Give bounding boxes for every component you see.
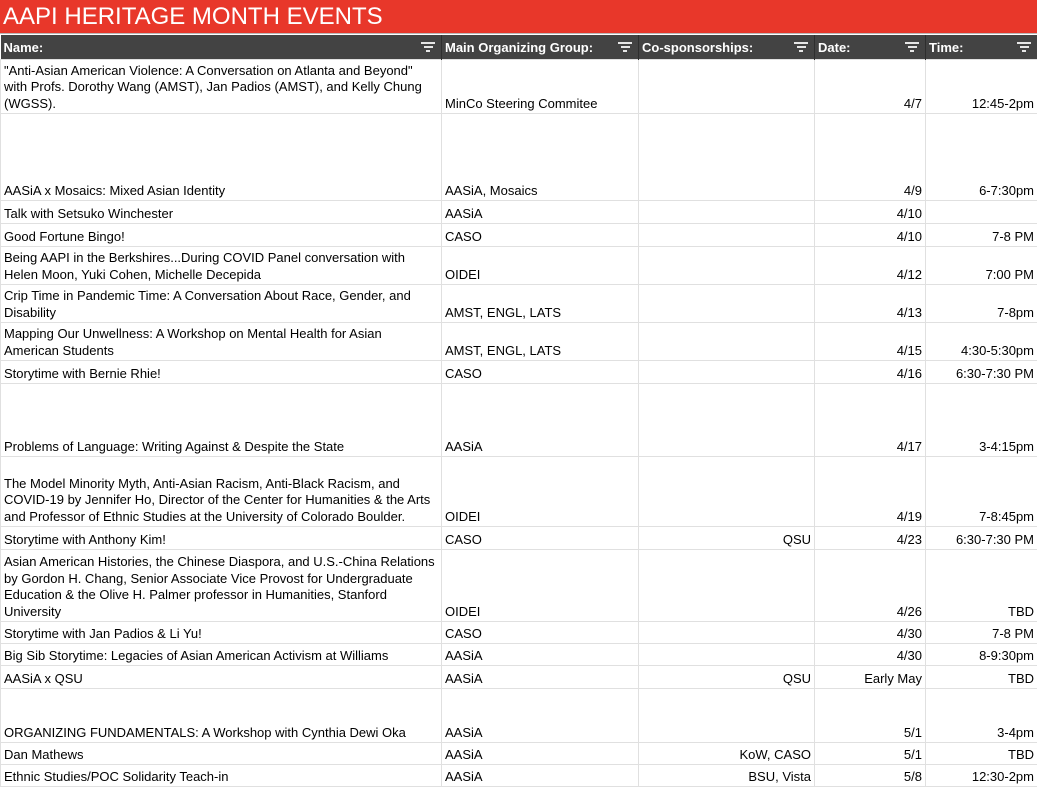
table-row <box>1 361 1037 384</box>
column-header-time[interactable] <box>926 35 1037 60</box>
cell-organizing-group[interactable]: OIDEI <box>442 550 639 622</box>
cell-date[interactable]: 5/1 <box>815 743 926 765</box>
cell-date[interactable]: 4/10 <box>815 224 926 247</box>
cell-organizing-group[interactable]: AMST, ENGL, LATS <box>442 323 639 361</box>
cell-date[interactable]: 5/8 <box>815 765 926 787</box>
cell-date[interactable]: 4/12 <box>815 247 926 285</box>
cell-date[interactable]: 4/26 <box>815 550 926 622</box>
cell-cosponsorships[interactable] <box>639 644 815 666</box>
cell-organizing-group[interactable]: AASiA <box>442 201 639 224</box>
cell-cosponsorships[interactable] <box>639 114 815 201</box>
column-header-label: Main Organizing Group: <box>445 39 594 55</box>
cell-time[interactable]: 12:30-2pm <box>926 765 1037 787</box>
table-row <box>1 527 1037 550</box>
table-row <box>1 689 1037 743</box>
column-header-label: Name: <box>3 39 44 55</box>
cell-date[interactable]: 4/13 <box>815 285 926 323</box>
cell-organizing-group[interactable]: AASiA <box>442 689 639 743</box>
cell-date[interactable]: 4/19 <box>815 457 926 527</box>
cell-cosponsorships[interactable] <box>639 201 815 224</box>
cell-time[interactable]: TBD <box>926 743 1037 765</box>
cell-time[interactable]: 6:30-7:30 PM <box>926 527 1037 550</box>
column-header-label: Co-sponsorships: <box>642 39 754 55</box>
table-row <box>1 666 1037 689</box>
cell-organizing-group[interactable]: OIDEI <box>442 457 639 527</box>
cell-organizing-group[interactable]: CASO <box>442 224 639 247</box>
cell-organizing-group[interactable]: AASiA <box>442 644 639 666</box>
cell-cosponsorships[interactable]: BSU, Vista <box>639 765 815 787</box>
filter-icon[interactable] <box>794 42 808 52</box>
filter-icon[interactable] <box>618 42 632 52</box>
cell-time[interactable] <box>926 201 1037 224</box>
cell-name[interactable]: ORGANIZING FUNDAMENTALS: A Workshop with Cynthia Dewi Oka <box>1 689 442 743</box>
cell-name[interactable]: AASiA x QSU <box>1 666 442 689</box>
column-header-organizing-group[interactable] <box>442 35 639 60</box>
cell-date[interactable]: 4/9 <box>815 114 926 201</box>
cell-organizing-group[interactable]: AASiA <box>442 765 639 787</box>
cell-name[interactable]: Ethnic Studies/POC Solidarity Teach-in <box>1 765 442 787</box>
column-header-label: Time: <box>929 39 964 55</box>
cell-date[interactable]: 4/30 <box>815 644 926 666</box>
filter-icon[interactable] <box>421 42 435 52</box>
cell-time[interactable]: 12:45-2pm <box>926 60 1037 114</box>
cell-name[interactable]: Crip Time in Pandemic Time: A Conversation About Race, Gender, and Disability <box>1 285 442 323</box>
cell-time[interactable]: 4:30-5:30pm <box>926 323 1037 361</box>
filter-icon[interactable] <box>905 42 919 52</box>
cell-organizing-group[interactable]: AMST, ENGL, LATS <box>442 285 639 323</box>
cell-organizing-group[interactable]: CASO <box>442 527 639 550</box>
cell-organizing-group[interactable]: AASiA <box>442 743 639 765</box>
table-row <box>1 323 1037 361</box>
table-row <box>1 285 1037 323</box>
cell-date[interactable]: 4/23 <box>815 527 926 550</box>
table-row <box>1 201 1037 224</box>
cell-time[interactable]: 6:30-7:30 PM <box>926 361 1037 384</box>
cell-time[interactable]: TBD <box>926 550 1037 622</box>
cell-name[interactable]: Storytime with Bernie Rhie! <box>1 361 442 384</box>
cell-name[interactable]: The Model Minority Myth, Anti-Asian Racism, Anti-Black Racism, and COVID-19 by Jennifer Ho, Director of the Center for Humanities & the Arts and Professor of Ethnic Studies at the University of Colorado Boulder. <box>1 457 442 527</box>
cell-organizing-group[interactable]: MinCo Steering Commitee <box>442 60 639 114</box>
table-row <box>1 60 1037 114</box>
cell-time[interactable]: 7:00 PM <box>926 247 1037 285</box>
cell-organizing-group[interactable]: OIDEI <box>442 247 639 285</box>
cell-cosponsorships[interactable] <box>639 247 815 285</box>
cell-name[interactable]: "Anti-Asian American Violence: A Conversation on Atlanta and Beyond" with Profs. Dorothy Wang (AMST), Jan Padios (AMST), and Kelly Chung (WGSS). <box>1 60 442 114</box>
cell-cosponsorships[interactable]: QSU <box>639 527 815 550</box>
cell-name[interactable]: Good Fortune Bingo! <box>1 224 442 247</box>
table-row <box>1 457 1037 527</box>
cell-time[interactable]: TBD <box>926 666 1037 689</box>
cell-date[interactable]: 4/17 <box>815 384 926 457</box>
cell-name[interactable]: Storytime with Anthony Kim! <box>1 527 442 550</box>
cell-cosponsorships[interactable]: QSU <box>639 666 815 689</box>
cell-name[interactable]: AASiA x Mosaics: Mixed Asian Identity <box>1 114 442 201</box>
cell-date[interactable]: 5/1 <box>815 689 926 743</box>
cell-date[interactable]: 4/16 <box>815 361 926 384</box>
cell-cosponsorships[interactable] <box>639 323 815 361</box>
cell-organizing-group[interactable]: AASiA, Mosaics <box>442 114 639 201</box>
table-row <box>1 114 1037 201</box>
cell-organizing-group[interactable]: CASO <box>442 361 639 384</box>
cell-name[interactable]: Talk with Setsuko Winchester <box>1 201 442 224</box>
header-row <box>1 35 1037 60</box>
table-row <box>1 384 1037 457</box>
cell-cosponsorships[interactable]: KoW, CASO <box>639 743 815 765</box>
cell-date[interactable]: 4/15 <box>815 323 926 361</box>
table-row <box>1 644 1037 666</box>
column-header-cosponsorships[interactable] <box>639 35 815 60</box>
cell-name[interactable]: Being AAPI in the Berkshires...During COVID Panel conversation with Helen Moon, Yuki Cohen, Michelle Decepida <box>1 247 442 285</box>
cell-name[interactable]: Problems of Language: Writing Against & Despite the State <box>1 384 442 457</box>
cell-time[interactable]: 7-8 PM <box>926 622 1037 644</box>
table-row <box>1 247 1037 285</box>
table-row <box>1 550 1037 622</box>
cell-date[interactable]: 4/30 <box>815 622 926 644</box>
sheet-title[interactable]: AAPI HERITAGE MONTH EVENTS <box>0 0 1037 34</box>
table-row <box>1 765 1037 787</box>
table-row <box>1 224 1037 247</box>
cell-cosponsorships[interactable] <box>639 285 815 323</box>
cell-time[interactable]: 7-8pm <box>926 285 1037 323</box>
cell-date[interactable]: Early May <box>815 666 926 689</box>
cell-organizing-group[interactable]: AASiA <box>442 666 639 689</box>
cell-cosponsorships[interactable] <box>639 622 815 644</box>
cell-time[interactable]: 7-8 PM <box>926 224 1037 247</box>
cell-name[interactable]: Big Sib Storytime: Legacies of Asian American Activism at Williams <box>1 644 442 666</box>
cell-time[interactable]: 8-9:30pm <box>926 644 1037 666</box>
cell-cosponsorships[interactable] <box>639 384 815 457</box>
column-header-label: Date: <box>818 39 851 55</box>
column-header-name[interactable] <box>1 35 442 60</box>
cell-cosponsorships[interactable] <box>639 60 815 114</box>
cell-cosponsorships[interactable] <box>639 224 815 247</box>
cell-name[interactable]: Storytime with Jan Padios & Li Yu! <box>1 622 442 644</box>
cell-date[interactable]: 4/10 <box>815 201 926 224</box>
filter-icon[interactable] <box>1017 42 1031 52</box>
cell-time[interactable]: 3-4:15pm <box>926 384 1037 457</box>
cell-cosponsorships[interactable] <box>639 550 815 622</box>
cell-cosponsorships[interactable] <box>639 361 815 384</box>
cell-time[interactable]: 6-7:30pm <box>926 114 1037 201</box>
cell-cosponsorships[interactable] <box>639 457 815 527</box>
cell-organizing-group[interactable]: AASiA <box>442 384 639 457</box>
cell-name[interactable]: Dan Mathews <box>1 743 442 765</box>
table-row <box>1 622 1037 644</box>
table-row <box>1 743 1037 765</box>
events-table <box>0 35 1037 787</box>
cell-time[interactable]: 3-4pm <box>926 689 1037 743</box>
cell-name[interactable]: Asian American Histories, the Chinese Diaspora, and U.S.-China Relations by Gordon H. Chang, Senior Associate Vice Provost for Undergraduate Education & the Olive H. Palmer professor in Humanities, Stanford University <box>1 550 442 622</box>
cell-organizing-group[interactable]: CASO <box>442 622 639 644</box>
cell-date[interactable]: 4/7 <box>815 60 926 114</box>
cell-cosponsorships[interactable] <box>639 689 815 743</box>
cell-time[interactable]: 7-8:45pm <box>926 457 1037 527</box>
column-header-date[interactable] <box>815 35 926 60</box>
cell-name[interactable]: Mapping Our Unwellness: A Workshop on Mental Health for Asian American Students <box>1 323 442 361</box>
